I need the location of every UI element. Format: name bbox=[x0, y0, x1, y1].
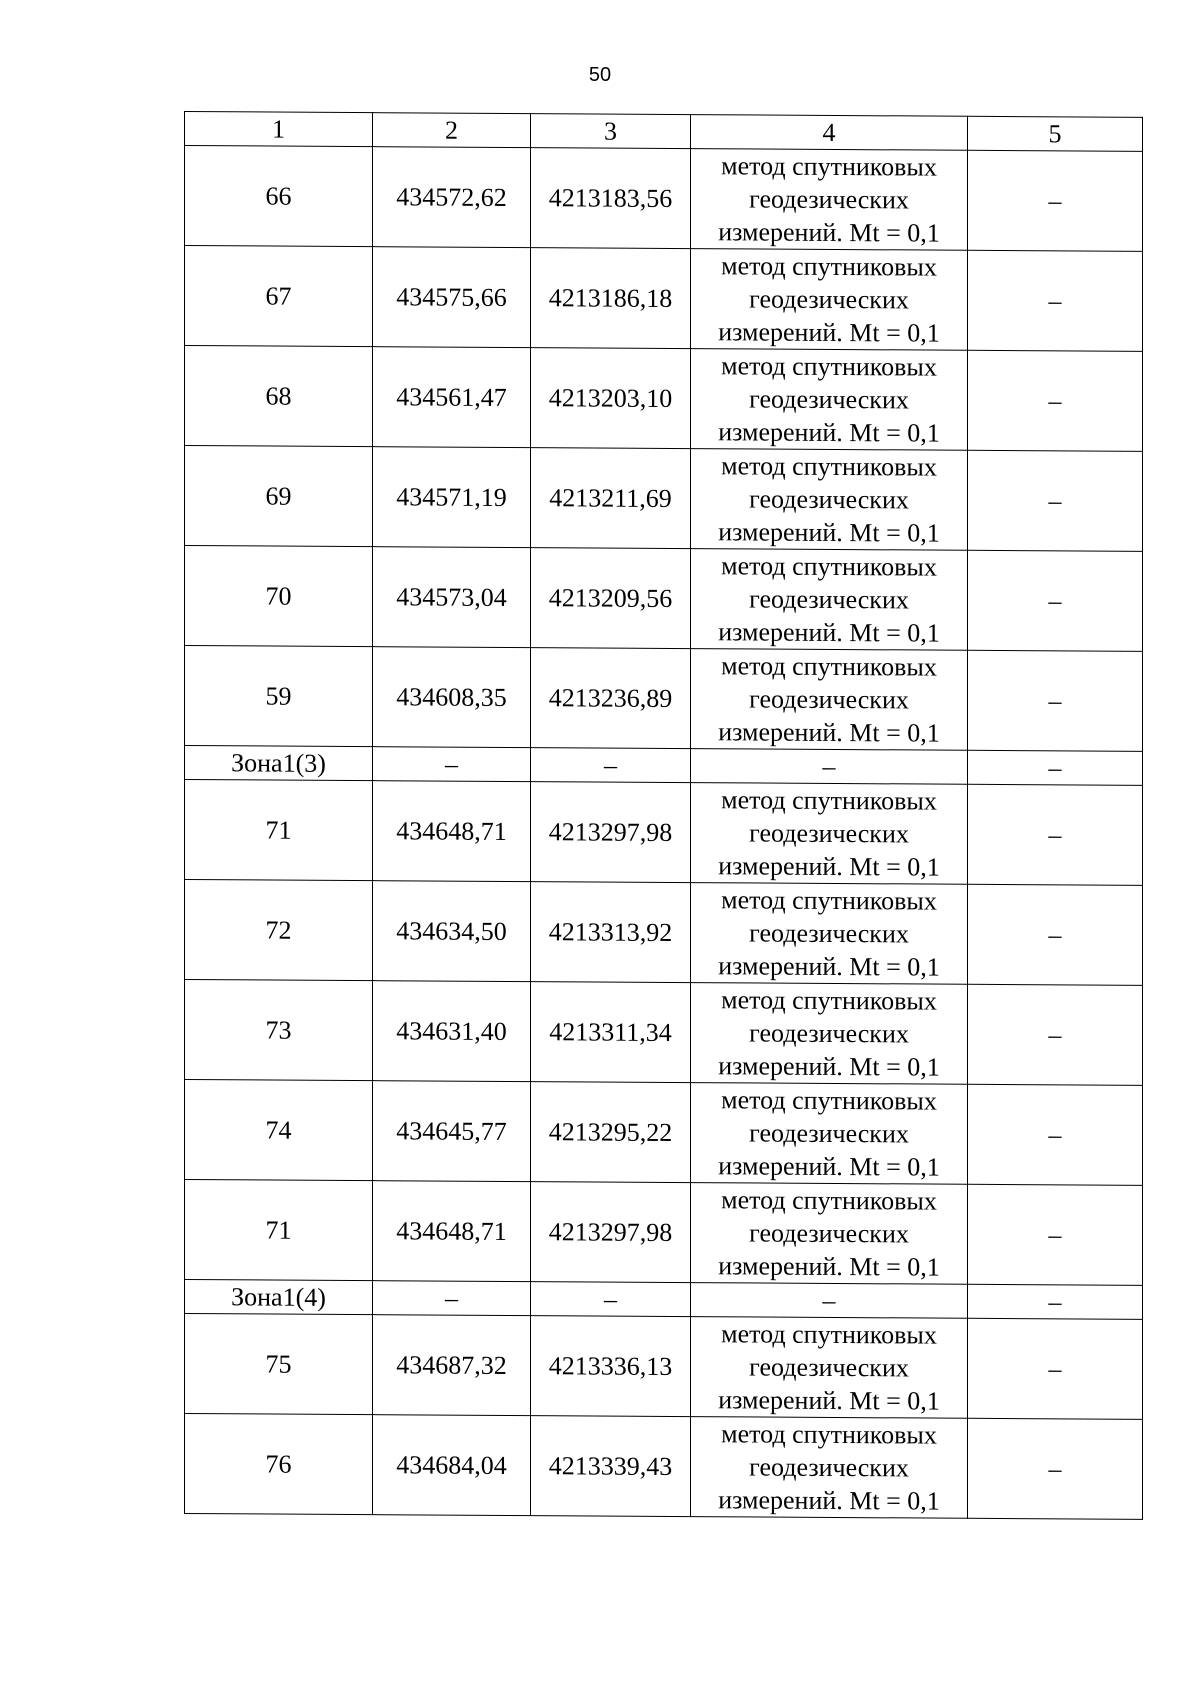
y-coordinate-cell: 4213297,98 bbox=[531, 782, 691, 883]
method-text-line: метод спутниковых bbox=[721, 1419, 937, 1450]
method-text-line: метод спутниковых bbox=[721, 1085, 937, 1116]
method-text-line: геодезических bbox=[749, 684, 909, 715]
method-text-line: измерений. Mt = 0,1 bbox=[718, 951, 940, 982]
method-text-line: измерений. Mt = 0,1 bbox=[718, 1485, 940, 1516]
method-text-line: – bbox=[822, 1285, 836, 1315]
method-text-line: геодезических bbox=[749, 1452, 909, 1483]
method-cell bbox=[691, 1417, 968, 1519]
y-coordinate-cell: 4213311,34 bbox=[531, 982, 691, 1083]
point-number-cell: 72 bbox=[185, 880, 373, 981]
column-header: 4 bbox=[691, 115, 968, 151]
note-cell: – bbox=[968, 784, 1143, 885]
point-number-cell: Зона1(3) bbox=[185, 746, 373, 781]
x-coordinate-cell: 434631,40 bbox=[373, 981, 531, 1082]
note-cell: – bbox=[968, 350, 1143, 451]
table-row bbox=[185, 546, 1143, 652]
point-number-cell: 73 bbox=[185, 980, 373, 1081]
table-row bbox=[185, 1314, 1143, 1420]
x-coordinate-cell: 434575,66 bbox=[373, 247, 531, 348]
table-row bbox=[185, 880, 1143, 986]
method-cell bbox=[691, 983, 968, 1085]
point-number-cell: 67 bbox=[185, 246, 373, 347]
table-row bbox=[185, 346, 1143, 452]
method-text-line: метод спутниковых bbox=[721, 1185, 937, 1216]
table-row bbox=[185, 1180, 1143, 1286]
point-number-cell: 59 bbox=[185, 646, 373, 747]
point-number-cell: 71 bbox=[185, 1180, 373, 1281]
method-text-line: измерений. Mt = 0,1 bbox=[718, 517, 940, 548]
zone-header-row bbox=[185, 746, 1143, 786]
table-row bbox=[185, 246, 1143, 352]
method-text-line: геодезических bbox=[749, 1118, 909, 1149]
note-cell: – bbox=[968, 1084, 1143, 1185]
method-text-line: геодезических bbox=[749, 1218, 909, 1249]
column-header: 2 bbox=[373, 113, 531, 148]
method-text-line: геодезических bbox=[749, 818, 909, 849]
y-coordinate-cell: 4213203,10 bbox=[531, 348, 691, 449]
x-coordinate-cell: 434684,04 bbox=[373, 1415, 531, 1516]
method-text-line: метод спутниковых bbox=[721, 451, 937, 482]
x-coordinate-cell: 434561,47 bbox=[373, 347, 531, 448]
note-cell: – bbox=[968, 650, 1143, 751]
method-text-line: геодезических bbox=[749, 384, 909, 415]
method-text-line: метод спутниковых bbox=[721, 1319, 937, 1350]
point-number-cell: 71 bbox=[185, 780, 373, 881]
method-text-line: измерений. Mt = 0,1 bbox=[718, 1251, 940, 1282]
y-coordinate-cell: 4213295,22 bbox=[531, 1082, 691, 1183]
x-coordinate-cell: 434573,04 bbox=[373, 547, 531, 648]
y-coordinate-cell: 4213297,98 bbox=[531, 1182, 691, 1283]
note-cell: – bbox=[968, 1318, 1143, 1419]
point-number-cell: 76 bbox=[185, 1414, 373, 1515]
method-text-line: – bbox=[822, 751, 836, 781]
method-cell bbox=[691, 1183, 968, 1285]
method-text-line: метод спутниковых bbox=[721, 651, 937, 682]
method-cell bbox=[691, 149, 968, 251]
table-row bbox=[185, 446, 1143, 552]
note-cell: – bbox=[968, 550, 1143, 651]
note-cell: – bbox=[968, 150, 1143, 251]
y-coordinate-cell: – bbox=[531, 748, 691, 783]
page-number: 50 bbox=[588, 64, 612, 86]
method-text-line: измерений. Mt = 0,1 bbox=[718, 1385, 940, 1416]
x-coordinate-cell: 434687,32 bbox=[373, 1315, 531, 1416]
note-cell: – bbox=[968, 250, 1143, 351]
column-header: 3 bbox=[531, 114, 691, 149]
method-text-line: метод спутниковых bbox=[721, 351, 937, 382]
table-row bbox=[185, 780, 1143, 886]
note-cell: – bbox=[968, 984, 1143, 1085]
x-coordinate-cell: 434572,62 bbox=[373, 147, 531, 248]
y-coordinate-cell: 4213183,56 bbox=[531, 148, 691, 249]
method-text-line: измерений. Mt = 0,1 bbox=[718, 217, 940, 248]
method-cell bbox=[691, 449, 968, 551]
coordinates-table bbox=[184, 111, 1143, 1520]
x-coordinate-cell: 434645,77 bbox=[373, 1081, 531, 1182]
column-header: 1 bbox=[185, 112, 373, 147]
method-cell bbox=[691, 883, 968, 985]
y-coordinate-cell: 4213336,13 bbox=[531, 1316, 691, 1417]
method-cell bbox=[691, 749, 968, 785]
point-number-cell: 70 bbox=[185, 546, 373, 647]
note-cell: – bbox=[968, 884, 1143, 985]
x-coordinate-cell: – bbox=[373, 747, 531, 782]
method-text-line: измерений. Mt = 0,1 bbox=[718, 317, 940, 348]
y-coordinate-cell: 4213236,89 bbox=[531, 648, 691, 749]
table-body bbox=[185, 112, 1143, 1520]
method-cell bbox=[691, 249, 968, 351]
table-row bbox=[185, 980, 1143, 1086]
point-number-cell: 66 bbox=[185, 146, 373, 247]
y-coordinate-cell: 4213339,43 bbox=[531, 1416, 691, 1517]
method-cell bbox=[691, 549, 968, 651]
method-cell bbox=[691, 1283, 968, 1319]
note-cell: – bbox=[968, 450, 1143, 551]
table-row bbox=[185, 646, 1143, 752]
x-coordinate-cell: 434648,71 bbox=[373, 1181, 531, 1282]
method-text-line: измерений. Mt = 0,1 bbox=[718, 417, 940, 448]
method-text-line: метод спутниковых bbox=[721, 985, 937, 1016]
point-number-cell: 68 bbox=[185, 346, 373, 447]
point-number-cell: Зона1(4) bbox=[185, 1280, 373, 1315]
method-text-line: измерений. Mt = 0,1 bbox=[718, 617, 940, 648]
note-cell: – bbox=[968, 1418, 1143, 1519]
x-coordinate-cell: – bbox=[373, 1281, 531, 1316]
note-cell: – bbox=[968, 1184, 1143, 1285]
method-cell bbox=[691, 783, 968, 885]
table-row bbox=[185, 1414, 1143, 1520]
point-number-cell: 74 bbox=[185, 1080, 373, 1181]
note-cell: – bbox=[968, 750, 1143, 785]
y-coordinate-cell: 4213313,92 bbox=[531, 882, 691, 983]
point-number-cell: 69 bbox=[185, 446, 373, 547]
method-text-line: геодезических bbox=[749, 918, 909, 949]
method-text-line: метод спутниковых bbox=[721, 151, 937, 182]
method-text-line: метод спутниковых bbox=[721, 785, 937, 816]
method-text-line: геодезических bbox=[749, 184, 909, 215]
x-coordinate-cell: 434608,35 bbox=[373, 647, 531, 748]
method-text-line: метод спутниковых bbox=[721, 251, 937, 282]
x-coordinate-cell: 434648,71 bbox=[373, 781, 531, 882]
method-cell bbox=[691, 349, 968, 451]
method-cell bbox=[691, 1083, 968, 1185]
table-header-row bbox=[185, 112, 1143, 152]
y-coordinate-cell: – bbox=[531, 1282, 691, 1317]
point-number-cell: 75 bbox=[185, 1314, 373, 1415]
method-text-line: метод спутниковых bbox=[721, 551, 937, 582]
method-text-line: геодезических bbox=[749, 584, 909, 615]
note-cell: – bbox=[968, 1284, 1143, 1319]
y-coordinate-cell: 4213209,56 bbox=[531, 548, 691, 649]
method-text-line: геодезических bbox=[749, 1018, 909, 1049]
column-header: 5 bbox=[968, 116, 1143, 151]
method-cell bbox=[691, 649, 968, 751]
y-coordinate-cell: 4213186,18 bbox=[531, 248, 691, 349]
method-text-line: измерений. Mt = 0,1 bbox=[718, 1151, 940, 1182]
x-coordinate-cell: 434571,19 bbox=[373, 447, 531, 548]
method-text-line: метод спутниковых bbox=[721, 885, 937, 916]
method-text-line: измерений. Mt = 0,1 bbox=[718, 717, 940, 748]
method-text-line: геодезических bbox=[749, 284, 909, 315]
method-text-line: измерений. Mt = 0,1 bbox=[718, 851, 940, 882]
method-text-line: измерений. Mt = 0,1 bbox=[718, 1051, 940, 1082]
y-coordinate-cell: 4213211,69 bbox=[531, 448, 691, 549]
method-text-line: геодезических bbox=[749, 1352, 909, 1383]
table-row bbox=[185, 1080, 1143, 1186]
table-row bbox=[185, 146, 1143, 252]
zone-header-row bbox=[185, 1280, 1143, 1320]
method-cell bbox=[691, 1317, 968, 1419]
method-text-line: геодезических bbox=[749, 484, 909, 515]
x-coordinate-cell: 434634,50 bbox=[373, 881, 531, 982]
